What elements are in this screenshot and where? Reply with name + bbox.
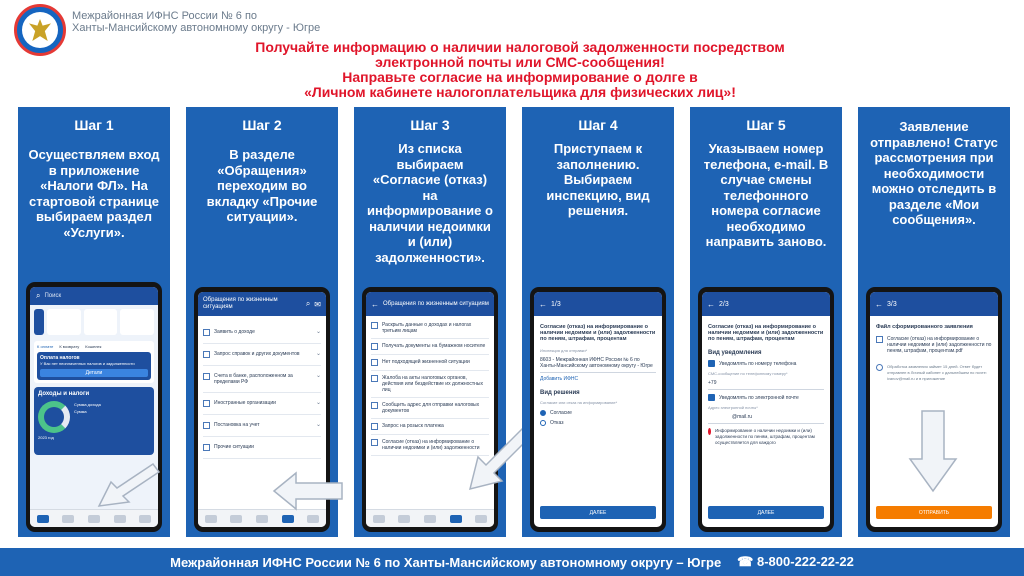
nav-home-icon[interactable]: [205, 515, 217, 523]
bottom-nav: [198, 509, 326, 527]
income-section-title: Доходы и налоги: [38, 391, 90, 397]
search-icon[interactable]: ⌕: [305, 299, 311, 308]
document-icon: [203, 351, 210, 358]
card-text: У Вас нет неоплаченных налогов и задолженности: [40, 361, 135, 366]
step-title: Шаг 1: [74, 117, 114, 133]
decision-question: Согласие или отказ на информирование*: [540, 400, 618, 405]
document-icon: [371, 322, 378, 329]
step-1-panel: [18, 107, 170, 537]
form-title: Согласие (отказ) на информирование о наличии недоимки и (или) задолженности по пеням, штрафам, процентам: [708, 324, 824, 342]
list-item[interactable]: Нет подходящей жизненной ситуации: [371, 355, 489, 371]
document-icon: [371, 343, 378, 350]
document-icon: [203, 329, 210, 336]
document-icon: [371, 402, 378, 409]
arrow-left-icon: [272, 471, 344, 511]
year-label: 2023 год: [38, 435, 54, 440]
chevron-down-icon: ⌄: [315, 351, 321, 357]
info-icon: [876, 364, 883, 371]
footer-organization: Межрайонная ИФНС России № 6 по Ханты-Мансийскому автономному округу – Югре: [170, 554, 722, 570]
document-icon: [203, 444, 210, 451]
file-section-title: Файл сформированного заявления: [876, 324, 973, 330]
chevron-down-icon: ⌄: [315, 373, 321, 379]
step-3-panel: [354, 107, 506, 537]
step-2-panel: [186, 107, 338, 537]
step-text: Приступаем к заполнению. Выбираем инспекцию, вид решения.: [546, 141, 650, 218]
nav-services-icon[interactable]: [256, 515, 268, 523]
organization-name: Межрайонная ИФНС России № 6 по Ханты-Мансийскому автономному округу - Югре: [72, 10, 321, 34]
back-arrow-icon[interactable]: ←: [707, 299, 715, 309]
notice-row: Информирование о наличии недоимки и (или) задолженности по пеням, штрафам, процентам осуществляется для каждого: [708, 428, 824, 446]
footer: [0, 548, 1024, 576]
fns-emblem-icon: [14, 4, 66, 56]
headline: Получайте информацию о наличии налоговой задолженности посредством электронной почты или СМС-сообщения! Направьте согласие на информирование о долге в «Личном кабинете налогоплательщика для физических лиц»!: [255, 39, 785, 100]
list-item[interactable]: Раскрыть данные о доходах и налогах третьим лицам: [371, 318, 489, 339]
inspection-label: Инспекция для отправки*: [540, 348, 588, 353]
pdf-file-icon: [876, 336, 883, 343]
step-counter: 3/3: [887, 300, 897, 308]
nav-messages-icon[interactable]: [114, 515, 126, 523]
nav-home-icon[interactable]: [373, 515, 385, 523]
income-donut-chart: [38, 401, 70, 433]
checkbox[interactable]: [708, 360, 715, 367]
next-button[interactable]: ДАЛЕЕ: [540, 506, 656, 519]
nav-messages-icon[interactable]: [450, 515, 462, 523]
back-arrow-icon[interactable]: ←: [371, 299, 379, 309]
email-checkbox-row[interactable]: Уведомлять по электронной почте: [708, 394, 824, 401]
phone-icon: ☎: [737, 554, 757, 569]
step-text: В разделе «Обращения» переходим во вкладку «Прочие ситуации».: [206, 147, 318, 224]
step-counter: 2/3: [719, 300, 729, 308]
add-inspection-link[interactable]: Добавить ИФНС: [540, 376, 579, 382]
decision-section-title: Вид решения: [540, 390, 580, 396]
option-refusal[interactable]: Отказ: [540, 420, 656, 426]
phone-screenshot: ⌕ Поиск К оплате К возврату Кошелек Оплата налогов У Вас нет неоплаченных налогов и задолженности Детали Доходы и налоги Сумма дохода Сумма 2023 год: [26, 282, 162, 532]
step-4-panel: [522, 107, 674, 537]
chevron-down-icon: ⌄: [315, 422, 321, 428]
phone-screenshot: [698, 287, 834, 532]
screen-title: Обращения по жизненным ситуациям: [203, 297, 278, 310]
list-item[interactable]: Иностранные организации ⌄: [203, 393, 321, 415]
step-title: Шаг 4: [578, 117, 618, 133]
details-button[interactable]: Детали: [40, 369, 148, 377]
document-icon: [203, 400, 210, 407]
notification-section-title: Вид уведомления: [708, 350, 762, 356]
list-item[interactable]: Постановка на учет ⌄: [203, 415, 321, 437]
list-item[interactable]: Заявить о доходе ⌄: [203, 322, 321, 344]
step-text: Заявление отправлено! Статус рассмотрения при необходимости можно отследить в разделе «Мои сообщения».: [870, 119, 998, 227]
nav-info-icon[interactable]: [62, 515, 74, 523]
radio-button[interactable]: [540, 420, 546, 426]
phone-screenshot: [362, 287, 498, 532]
phone-checkbox-row[interactable]: Уведомлять по номеру телефона: [708, 360, 824, 367]
card-title: Оплата налогов: [40, 355, 80, 361]
step-5-panel: [690, 107, 842, 537]
document-icon: [371, 375, 378, 382]
nav-home-icon[interactable]: [37, 515, 49, 523]
step-text: Из списка выбираем «Согласие (отказ) на информирование о наличии недоимки и (или) задолженности».: [367, 141, 493, 265]
arrow-icon: [93, 462, 163, 512]
screen-title: Обращения по жизненным ситуациям: [383, 300, 489, 307]
phone-input[interactable]: +79: [708, 377, 824, 390]
processing-info: Обработка заявления займет 15 дней. Ответ будет отправлен в Личный кабинет с дальнейшем по почте: ivanov@mail.ru и в приложение: [876, 364, 992, 382]
document-icon: [371, 439, 378, 446]
nav-profile-icon[interactable]: [475, 515, 487, 523]
email-label: Адрес электронной почты*: [708, 405, 758, 410]
phone-screenshot: [530, 287, 666, 532]
step-text: Осуществляем вход в приложение «Налоги ФЛ». На стартовой странице выбираем раздел «Услуги».: [28, 147, 160, 240]
back-arrow-icon[interactable]: ←: [875, 299, 883, 309]
search-input[interactable]: Поиск: [44, 293, 62, 299]
list-item[interactable]: Счета в банке, расположенном за пределами РФ ⌄: [203, 366, 321, 393]
nav-info-icon[interactable]: [398, 515, 410, 523]
form-title: Согласие (отказ) на информирование о наличии недоимки и (или) задолженности по пеням, штрафам, процентам: [540, 324, 656, 342]
inspection-field[interactable]: 8603 - Межрайонная ИФНС России № 6 по Ханты-Мансийскому автономному округу - Югре: [540, 354, 656, 373]
tab-refund[interactable]: К возврату: [59, 344, 80, 349]
document-icon: [203, 422, 210, 429]
generated-file[interactable]: Согласие (отказ) на информирование о наличии недоимки и (или) задолженности по пеням, штрафам, процентам.pdf: [876, 336, 992, 354]
send-button[interactable]: ОТПРАВИТЬ: [876, 506, 992, 519]
step-counter: 1/3: [551, 300, 561, 308]
nav-info-icon[interactable]: [230, 515, 242, 523]
bottom-nav: [366, 509, 494, 527]
next-button[interactable]: ДАЛЕЕ: [708, 506, 824, 519]
list-item[interactable]: Жалоба на акты налоговых органов, действия или бездействие их должностных лиц: [371, 371, 489, 398]
nav-services-icon[interactable]: [88, 515, 100, 523]
chevron-down-icon: ⌄: [315, 329, 321, 335]
step-6-panel: [858, 107, 1010, 537]
step-text: Указываем номер телефона, e-mail. В случае смены телефонного номера согласие необходимо направить заново.: [703, 141, 829, 249]
document-icon: [371, 423, 378, 430]
arrow-down-icon: [908, 409, 958, 494]
list-item[interactable]: Запрос на розыск платежа: [371, 419, 489, 435]
list-item[interactable]: Запрос справок и других документов ⌄: [203, 344, 321, 366]
warning-icon: [708, 428, 711, 435]
document-icon: [203, 373, 210, 380]
footer-phone: ☎ 8-800-222-22-22: [737, 554, 854, 569]
list-item[interactable]: Получать документы на бумажном носителе: [371, 339, 489, 355]
email-input[interactable]: @mail.ru: [708, 411, 824, 424]
nav-services-icon[interactable]: [424, 515, 436, 523]
nav-messages-icon[interactable]: [282, 515, 294, 523]
option-consent[interactable]: Согласие: [540, 410, 656, 416]
checkbox[interactable]: [708, 394, 715, 401]
chevron-down-icon: ⌄: [315, 400, 321, 406]
document-icon: [371, 359, 378, 366]
nav-profile-icon[interactable]: [139, 515, 151, 523]
list-item[interactable]: Сообщить адрес для отправки налоговых документов: [371, 398, 489, 419]
tab-wallet[interactable]: Кошелек: [85, 344, 102, 349]
step-title: Шаг 2: [242, 117, 282, 133]
nav-profile-icon[interactable]: [307, 515, 319, 523]
tab-to-pay[interactable]: К оплате: [37, 344, 54, 349]
search-icon[interactable]: ⌕: [36, 291, 41, 300]
phone-label: СМС-сообщение по телефонному номеру*: [708, 371, 788, 376]
step-title: Шаг 5: [746, 117, 786, 133]
list-item-consent[interactable]: Согласие (отказ) на информирование о наличии недоимки и (или) задолженности: [371, 435, 489, 456]
back-arrow-icon[interactable]: ←: [539, 299, 547, 309]
mail-icon[interactable]: ✉: [314, 299, 321, 309]
list-item-other-situations[interactable]: Прочие ситуации: [203, 437, 321, 459]
header: [0, 0, 1024, 100]
step-title: Шаг 3: [410, 117, 450, 133]
radio-button[interactable]: [540, 410, 546, 416]
